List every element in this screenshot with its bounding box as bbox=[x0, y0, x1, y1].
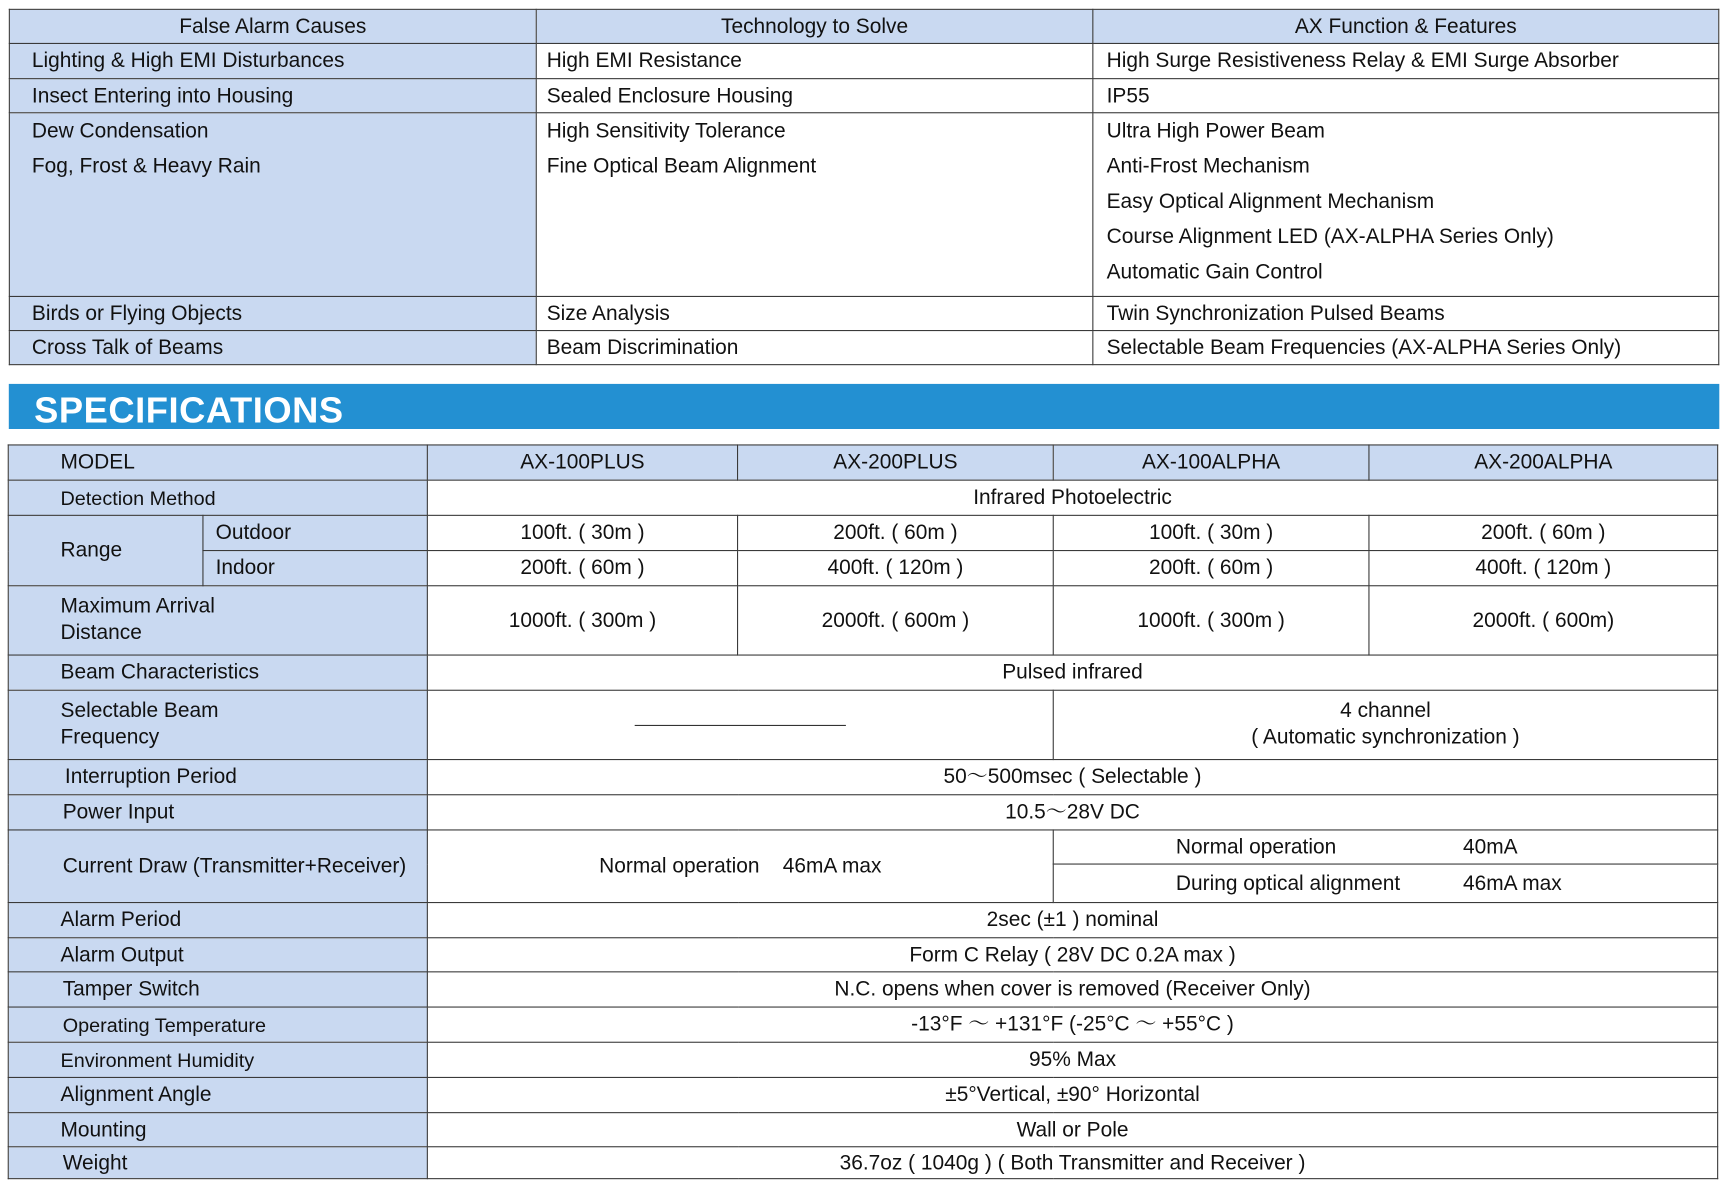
feature-cell bbox=[1093, 113, 1719, 297]
spec-value: 100ft. ( 30m ) bbox=[1053, 515, 1369, 550]
table-row bbox=[8, 938, 1717, 972]
cause-cell: Lighting & High EMI Disturbances bbox=[9, 43, 536, 78]
feature-item: Easy Optical Alignment Mechanism bbox=[1106, 190, 1435, 214]
cause-cell: Cross Talk of Beams bbox=[9, 331, 536, 365]
spec-label: Weight bbox=[8, 1147, 427, 1179]
feature-item: Ultra High Power Beam bbox=[1106, 119, 1325, 143]
header-features: AX Function & Features bbox=[1093, 9, 1719, 43]
feature-item: Automatic Gain Control bbox=[1106, 260, 1323, 284]
table-row bbox=[8, 760, 1717, 795]
spec-value: Pulsed infrared bbox=[427, 655, 1717, 690]
spec-sublabel: Outdoor bbox=[203, 515, 427, 550]
spec-value: 36.7oz ( 1040g ) ( Both Transmitter and Receiver ) bbox=[427, 1147, 1717, 1179]
spec-label: Tamper Switch bbox=[8, 972, 427, 1007]
spec-value: Infrared Photoelectric bbox=[427, 480, 1717, 515]
table-row bbox=[8, 972, 1717, 1007]
spec-value-label: During optical alignment bbox=[1175, 871, 1401, 895]
spec-value: 200ft. ( 60m ) bbox=[1053, 551, 1369, 586]
spec-value: 400ft. ( 120m ) bbox=[1369, 551, 1718, 586]
spec-label: Selectable Beam Frequency bbox=[8, 690, 427, 759]
feature-cell: IP55 bbox=[1093, 79, 1719, 113]
spec-value: 100ft. ( 30m ) bbox=[427, 515, 737, 550]
spec-value: 1000ft. ( 300m ) bbox=[1053, 586, 1369, 655]
spec-label: Interruption Period bbox=[8, 760, 427, 795]
cause-cell: Insect Entering into Housing bbox=[9, 79, 536, 113]
spec-value-not-applicable bbox=[427, 690, 1053, 759]
model-ax-100plus: AX-100PLUS bbox=[427, 445, 737, 480]
spec-value bbox=[1053, 864, 1717, 903]
spec-value: -13°F ～ +131°F (-25°C ～ +55°C ) bbox=[427, 1007, 1717, 1042]
technology-cell: Size Analysis bbox=[536, 296, 1093, 330]
table-row bbox=[9, 331, 1718, 365]
spec-label: Range bbox=[8, 515, 203, 585]
header-technology: Technology to Solve bbox=[536, 9, 1093, 43]
table-row bbox=[8, 690, 1717, 759]
spec-label: Alarm Period bbox=[8, 903, 427, 938]
spec-value: N.C. opens when cover is removed (Receiver Only) bbox=[427, 972, 1717, 1007]
spec-value: 400ft. ( 120m ) bbox=[738, 551, 1054, 586]
table-row bbox=[9, 113, 1718, 297]
spec-value-line: ( Automatic synchronization ) bbox=[1251, 726, 1520, 750]
spec-value-amount: 46mA max bbox=[1463, 871, 1562, 895]
table-row bbox=[8, 1007, 1717, 1042]
technology-cell: Beam Discrimination bbox=[536, 331, 1093, 365]
dash-line bbox=[635, 725, 846, 726]
spec-label: Alarm Output bbox=[8, 938, 427, 972]
model-ax-200plus: AX-200PLUS bbox=[738, 445, 1054, 480]
spec-label: Power Input bbox=[8, 795, 427, 830]
table-row bbox=[9, 79, 1718, 113]
table-row bbox=[8, 1147, 1717, 1179]
technology-item: High Sensitivity Tolerance bbox=[546, 119, 786, 143]
table-row bbox=[8, 1042, 1717, 1077]
spec-value-label: Normal operation bbox=[1175, 835, 1337, 859]
table-row bbox=[8, 515, 1717, 550]
spec-value bbox=[1053, 830, 1717, 864]
spec-value: 1000ft. ( 300m ) bbox=[427, 586, 737, 655]
spec-label: Environment Humidity bbox=[8, 1042, 427, 1077]
spec-value: 200ft. ( 60m ) bbox=[1369, 515, 1718, 550]
table-row bbox=[8, 551, 1717, 586]
spec-label: Detection Method bbox=[8, 480, 427, 515]
feature-cell: High Surge Resistiveness Relay & EMI Surge Absorber bbox=[1093, 43, 1719, 78]
spec-label: Maximum Arrival Distance bbox=[8, 586, 427, 655]
spec-label: Beam Characteristics bbox=[8, 655, 427, 690]
spec-label: Operating Temperature bbox=[8, 1007, 427, 1042]
model-label: MODEL bbox=[8, 445, 427, 480]
model-ax-100alpha: AX-100ALPHA bbox=[1053, 445, 1369, 480]
header-causes: False Alarm Causes bbox=[9, 9, 536, 43]
spec-value: 2000ft. ( 600m ) bbox=[738, 586, 1054, 655]
cause-cell: Birds or Flying Objects bbox=[9, 296, 536, 330]
table-row bbox=[8, 1077, 1717, 1112]
spec-value: 95% Max bbox=[427, 1042, 1717, 1077]
technology-cell: Sealed Enclosure Housing bbox=[536, 79, 1093, 113]
model-header-row bbox=[8, 445, 1717, 480]
table-row bbox=[8, 480, 1717, 515]
table-row bbox=[8, 830, 1717, 864]
spec-value-amount: 40mA bbox=[1463, 835, 1518, 859]
spec-value: ±5°Vertical, ±90° Horizontal bbox=[427, 1077, 1717, 1112]
spec-value: 2sec (±1 ) nominal bbox=[427, 903, 1717, 938]
spec-value-line: 4 channel bbox=[1340, 699, 1431, 723]
specifications-banner bbox=[9, 384, 1720, 429]
technology-cell: High EMI Resistance bbox=[536, 43, 1093, 78]
spec-value: 2000ft. ( 600m) bbox=[1369, 586, 1718, 655]
technology-cell bbox=[536, 113, 1093, 297]
feature-cell: Selectable Beam Frequencies (AX-ALPHA Series Only) bbox=[1093, 331, 1719, 365]
spec-sublabel: Indoor bbox=[203, 551, 427, 586]
specifications-table bbox=[8, 444, 1719, 1179]
cause-item: Fog, Frost & Heavy Rain bbox=[31, 155, 261, 179]
spec-value bbox=[1053, 690, 1717, 759]
spec-value: Form C Relay ( 28V DC 0.2A max ) bbox=[427, 938, 1717, 972]
feature-cell: Twin Synchronization Pulsed Beams bbox=[1093, 296, 1719, 330]
cause-cell bbox=[9, 113, 536, 297]
spec-value: 200ft. ( 60m ) bbox=[427, 551, 737, 586]
spec-value: 200ft. ( 60m ) bbox=[738, 515, 1054, 550]
false-alarm-causes-table bbox=[9, 9, 1720, 365]
model-ax-200alpha: AX-200ALPHA bbox=[1369, 445, 1718, 480]
spec-label: Current Draw (Transmitter+Receiver) bbox=[8, 830, 427, 903]
cause-item: Dew Condensation bbox=[31, 119, 209, 143]
table-row bbox=[8, 903, 1717, 938]
technology-item: Fine Optical Beam Alignment bbox=[546, 155, 817, 179]
spec-value: Wall or Pole bbox=[427, 1113, 1717, 1147]
spec-value: 50～500msec ( Selectable ) bbox=[427, 760, 1717, 795]
spec-value: 10.5～28V DC bbox=[427, 795, 1717, 830]
table-row bbox=[9, 296, 1718, 330]
table-row bbox=[8, 655, 1717, 690]
table-row bbox=[8, 1113, 1717, 1147]
section-title: SPECIFICATIONS bbox=[34, 389, 344, 431]
table-row bbox=[8, 586, 1717, 655]
table-row bbox=[8, 795, 1717, 830]
spec-value: Normal operation 46mA max bbox=[427, 830, 1053, 903]
spec-label: Mounting bbox=[8, 1113, 427, 1147]
table-row bbox=[9, 43, 1718, 78]
spec-label: Alignment Angle bbox=[8, 1077, 427, 1112]
feature-item: Course Alignment LED (AX-ALPHA Series Only) bbox=[1106, 225, 1554, 249]
feature-item: Anti-Frost Mechanism bbox=[1106, 155, 1310, 179]
